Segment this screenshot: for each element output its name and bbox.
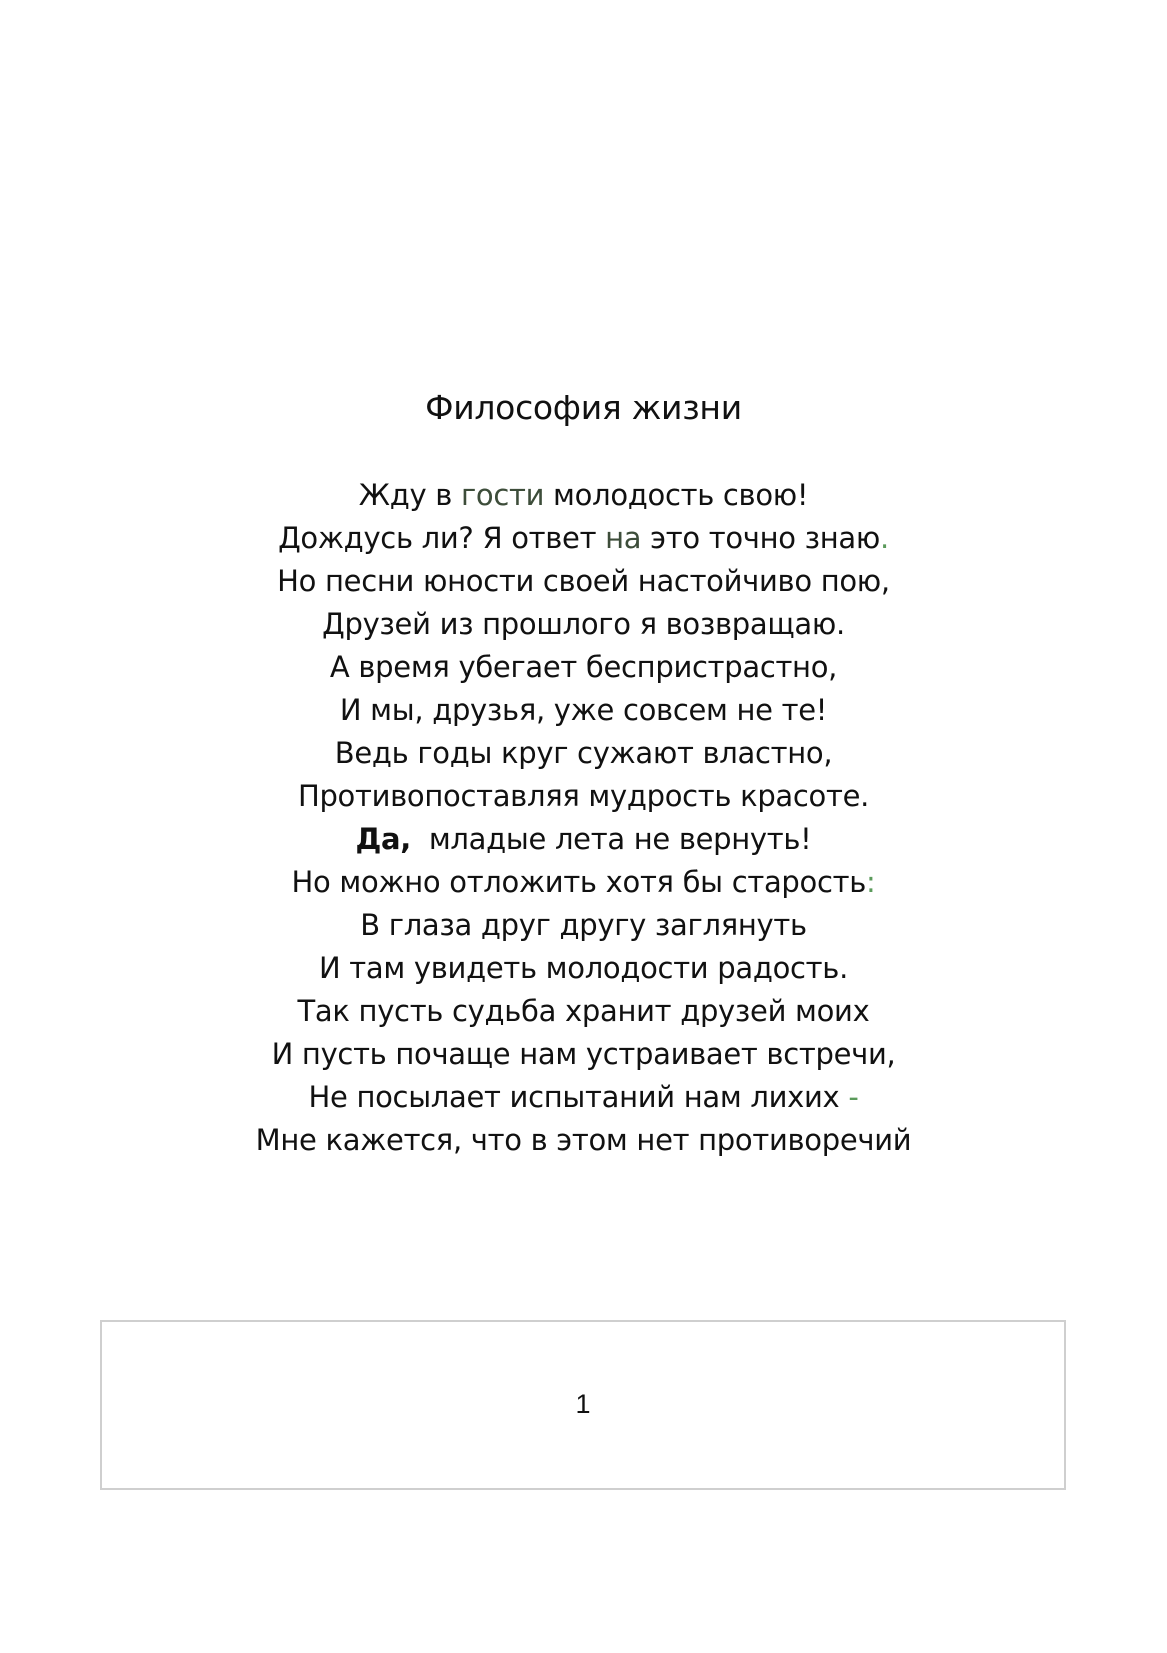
poem-line	[0, 1076, 1167, 1119]
poem-line-segment: Друзей из прошлого я возвращаю.	[322, 607, 845, 641]
poem-line-segment: гости	[460, 478, 545, 512]
poem-line-segment: Но песни юности своей настойчиво пою,	[277, 564, 890, 598]
poem-line	[0, 1033, 1167, 1076]
poem-line-segment: :	[866, 865, 876, 899]
poem-line-segment: Противопоставляя мудрость красоте.	[297, 779, 870, 813]
poem-line-segment: Но можно отложить хотя бы старость	[291, 865, 866, 899]
page-number: 1	[575, 1389, 591, 1419]
poem-title: Философия жизни	[425, 388, 742, 427]
poem-line-segment: молодость свою!	[544, 478, 809, 512]
poem-line-segment: И пусть почаще нам устраивает встречи,	[271, 1037, 896, 1071]
poem-line	[0, 646, 1167, 689]
poem-body	[0, 474, 1167, 1162]
poem-line	[0, 861, 1167, 904]
poem-line-segment: это точно знаю	[641, 521, 880, 555]
poem-line	[0, 818, 1167, 861]
poem-line-segment: Дождусь ли? Я ответ	[278, 521, 606, 555]
poem-line-segment: В глаза друг другу заглянуть	[360, 908, 807, 942]
poem-line	[0, 603, 1167, 646]
poem-line	[0, 904, 1167, 947]
page-footer	[100, 1320, 1066, 1490]
poem-line	[0, 689, 1167, 732]
poem-line-segment: А время убегает беспристрастно,	[329, 650, 838, 684]
poem-line	[0, 775, 1167, 818]
poem-line-segment: И мы, друзья, уже совсем не те!	[339, 693, 828, 727]
poem-line-segment: Не посылает испытаний нам лихих	[308, 1080, 849, 1114]
poem-line-segment: Жду в	[358, 478, 461, 512]
poem-line-segment: .	[880, 521, 889, 555]
poem-line-segment: Так пусть судьба хранит друзей моих	[297, 994, 870, 1028]
poem-line-segment: младые лета не вернуть!	[411, 822, 812, 856]
poem-line	[0, 560, 1167, 603]
poem-line	[0, 517, 1167, 560]
poem-line	[0, 947, 1167, 990]
poem-line-segment: И там увидеть молодости радость.	[319, 951, 848, 985]
poem-line-segment: Ведь годы круг сужают властно,	[334, 736, 833, 770]
poem-line	[0, 990, 1167, 1033]
poem-line	[0, 1119, 1167, 1162]
poem-line-segment: Да,	[355, 822, 412, 856]
poem-line-segment: -	[848, 1080, 859, 1114]
poem-line	[0, 474, 1167, 517]
poem-line-segment: Мне кажется, что в этом нет противоречий	[255, 1123, 912, 1157]
poem-line-segment: на	[605, 521, 642, 555]
poem-line	[0, 732, 1167, 775]
